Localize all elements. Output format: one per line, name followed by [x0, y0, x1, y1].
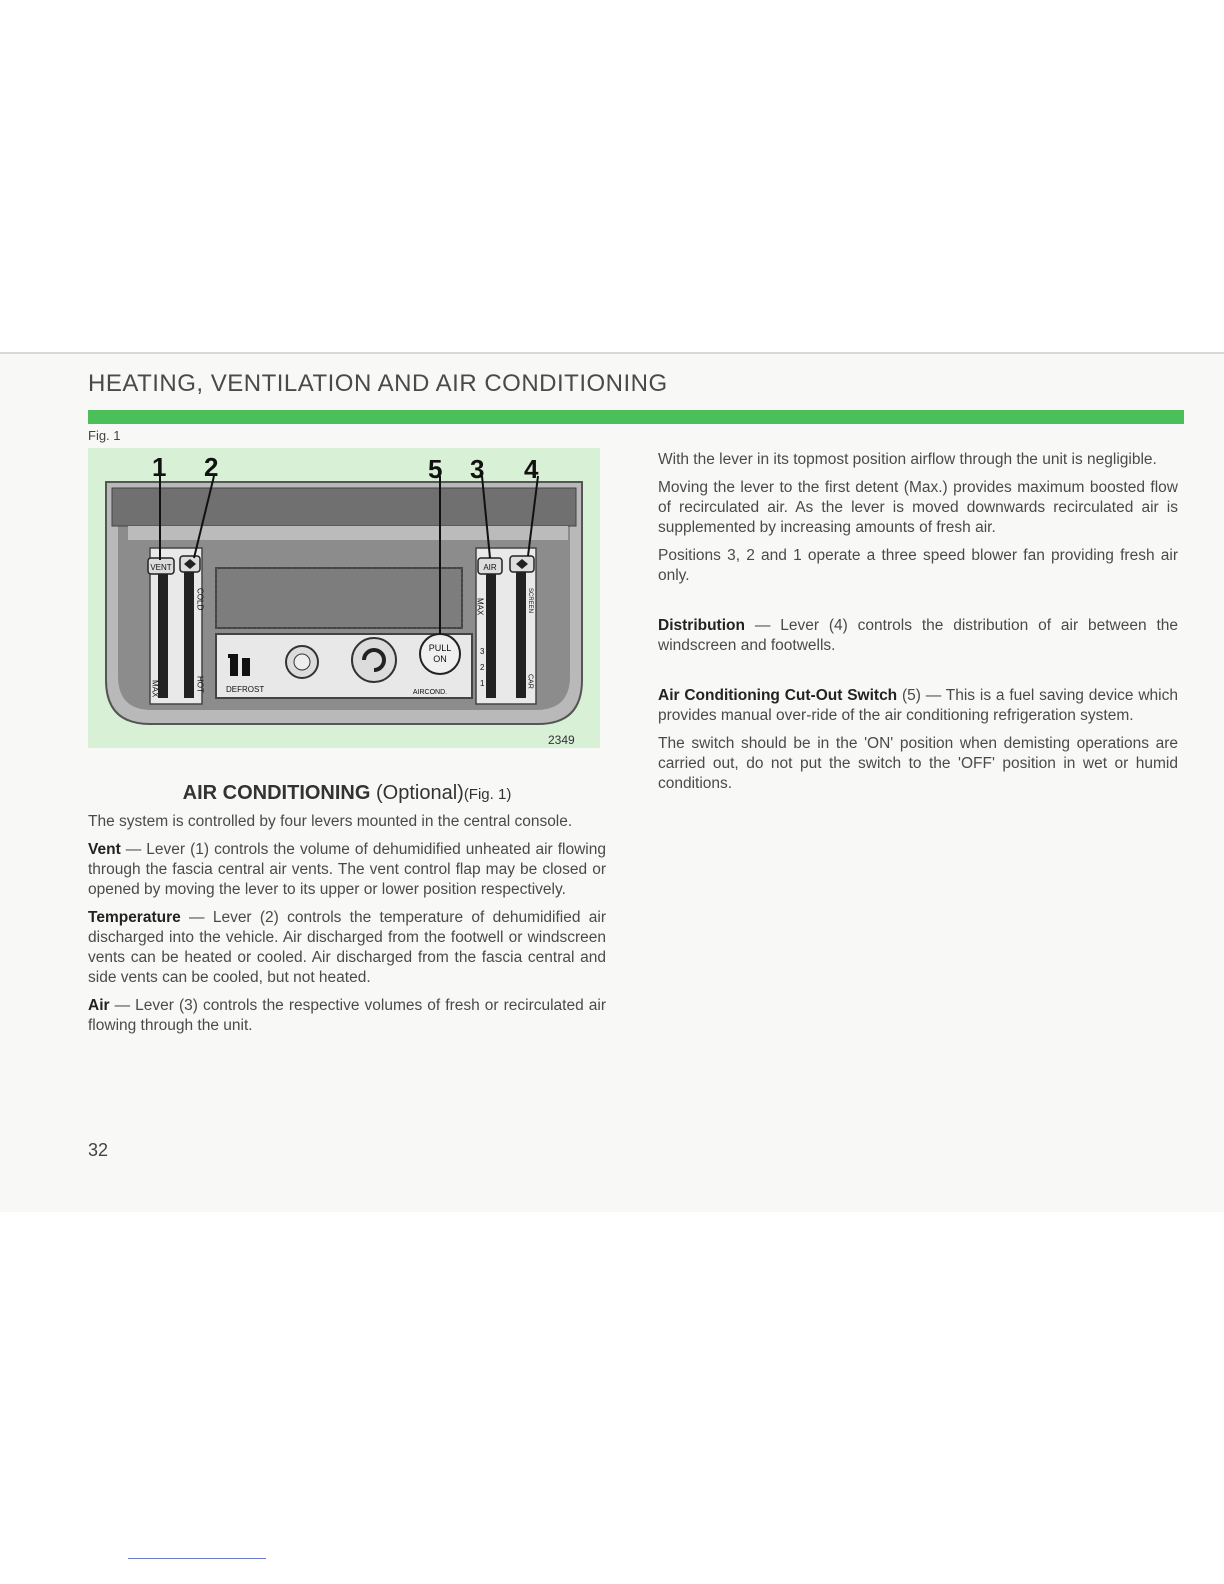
temperature-paragraph [88, 908, 606, 988]
distribution-text: — Lever (4) controls the distribution of air between the windscreen and footwells. [658, 617, 1178, 654]
vent-label: VENT [150, 563, 172, 572]
defrost-icon [228, 656, 248, 676]
distribution-term: Distribution [658, 617, 745, 634]
figure-number: 2349 [548, 733, 575, 747]
position-3-label: 3 [480, 647, 485, 656]
top-rule [0, 352, 1224, 354]
aircond-label: AIRCOND. [412, 689, 448, 696]
position-1-label: 1 [480, 679, 485, 688]
max-right-label: MAX [475, 598, 485, 616]
topmost-paragraph: With the lever in its topmost position airflow through the unit is negligible. [658, 451, 1157, 468]
control-panel-illustration [88, 448, 600, 748]
switch-text: (5) — This is a fuel saving device which provides manual over-ride of the air conditioning refrigeration system. [658, 687, 1178, 724]
defrost-label: DEFROST [226, 685, 265, 694]
switch-paragraph [658, 686, 1178, 726]
distribution-paragraph [658, 616, 1178, 656]
cold-label: COLD [195, 588, 205, 611]
air-term: Air [88, 997, 110, 1014]
callout-4: 4 [524, 454, 539, 484]
page-title: HEATING, VENTILATION AND AIR CONDITIONING [88, 370, 668, 397]
air-paragraph [88, 996, 606, 1036]
temperature-text: — Lever (2) controls the temperature of dehumidified air discharged into the vehicle. Air discharged from the footwell or windscreen vents can be heated or cooled. Air discharged from the fascia central and side vents can be cooled, but not heated. [88, 909, 606, 986]
position-2-label: 2 [480, 663, 485, 672]
callout-1: 1 [152, 452, 167, 482]
header-accent-bar [88, 410, 1184, 424]
section-title: AIR CONDITIONING [182, 782, 371, 804]
lever-1-slot [158, 568, 168, 698]
shelf-lip [128, 526, 568, 540]
spacer [658, 664, 1178, 686]
lever-3-slot [486, 568, 496, 698]
air-text: — Lever (3) controls the respective volumes of fresh or recirculated air flowing through the unit. [88, 997, 606, 1034]
on-label: ON [433, 654, 447, 664]
switch-term: Air Conditioning Cut-Out Switch [658, 687, 898, 704]
rotary-knob [352, 638, 396, 682]
bottom-rule [128, 1558, 266, 1559]
vent-term: Vent [88, 841, 121, 858]
top-shelf [112, 488, 576, 526]
figure-caption: Fig. 1 [88, 428, 121, 443]
air-label: AIR [483, 563, 497, 572]
car-label: CAR [526, 674, 534, 689]
section-heading [88, 782, 606, 805]
intro-paragraph: The system is controlled by four levers mounted in the central console. [88, 813, 573, 830]
left-column [88, 812, 606, 1044]
section-optional: (Optional) [376, 782, 464, 804]
center-vent [216, 568, 462, 628]
max-left-label: MAX [150, 680, 160, 698]
page-number: 32 [88, 1140, 109, 1160]
callout-3: 3 [470, 454, 485, 484]
right-column [658, 450, 1178, 802]
callout-5: 5 [428, 454, 443, 484]
pull-label: PULL [428, 643, 452, 653]
switch-usage-paragraph: The switch should be in the 'ON' position when demisting operations are carried out, do not put the switch to the 'OFF' position in wet or humid conditions. [658, 735, 1178, 792]
fan-icon [294, 654, 310, 670]
positions-paragraph: Positions 3, 2 and 1 operate a three speed blower fan providing fresh air only. [658, 547, 1178, 584]
vent-paragraph [88, 840, 606, 900]
vent-text: — Lever (1) controls the volume of dehumidified unheated air flowing through the fascia central air vents. The vent control flap may be closed or opened by moving the lever to its upper or lower position respectively. [88, 841, 606, 898]
max-detent-paragraph: Moving the lever to the first detent (Max.) provides maximum boosted flow of recirculated air. As the lever is moved downwards recirculated air is supplemented by increasing amounts of fresh air. [658, 479, 1178, 536]
section-figref: (Fig. 1) [463, 786, 512, 803]
screen-label: SCREEN [527, 588, 533, 614]
callout-2: 2 [204, 452, 219, 482]
lever-4-slot [516, 568, 526, 698]
lever-2-slot [184, 568, 194, 698]
hot-label: HOT [195, 676, 205, 693]
temperature-term: Temperature [88, 909, 181, 926]
spacer [658, 594, 1178, 616]
